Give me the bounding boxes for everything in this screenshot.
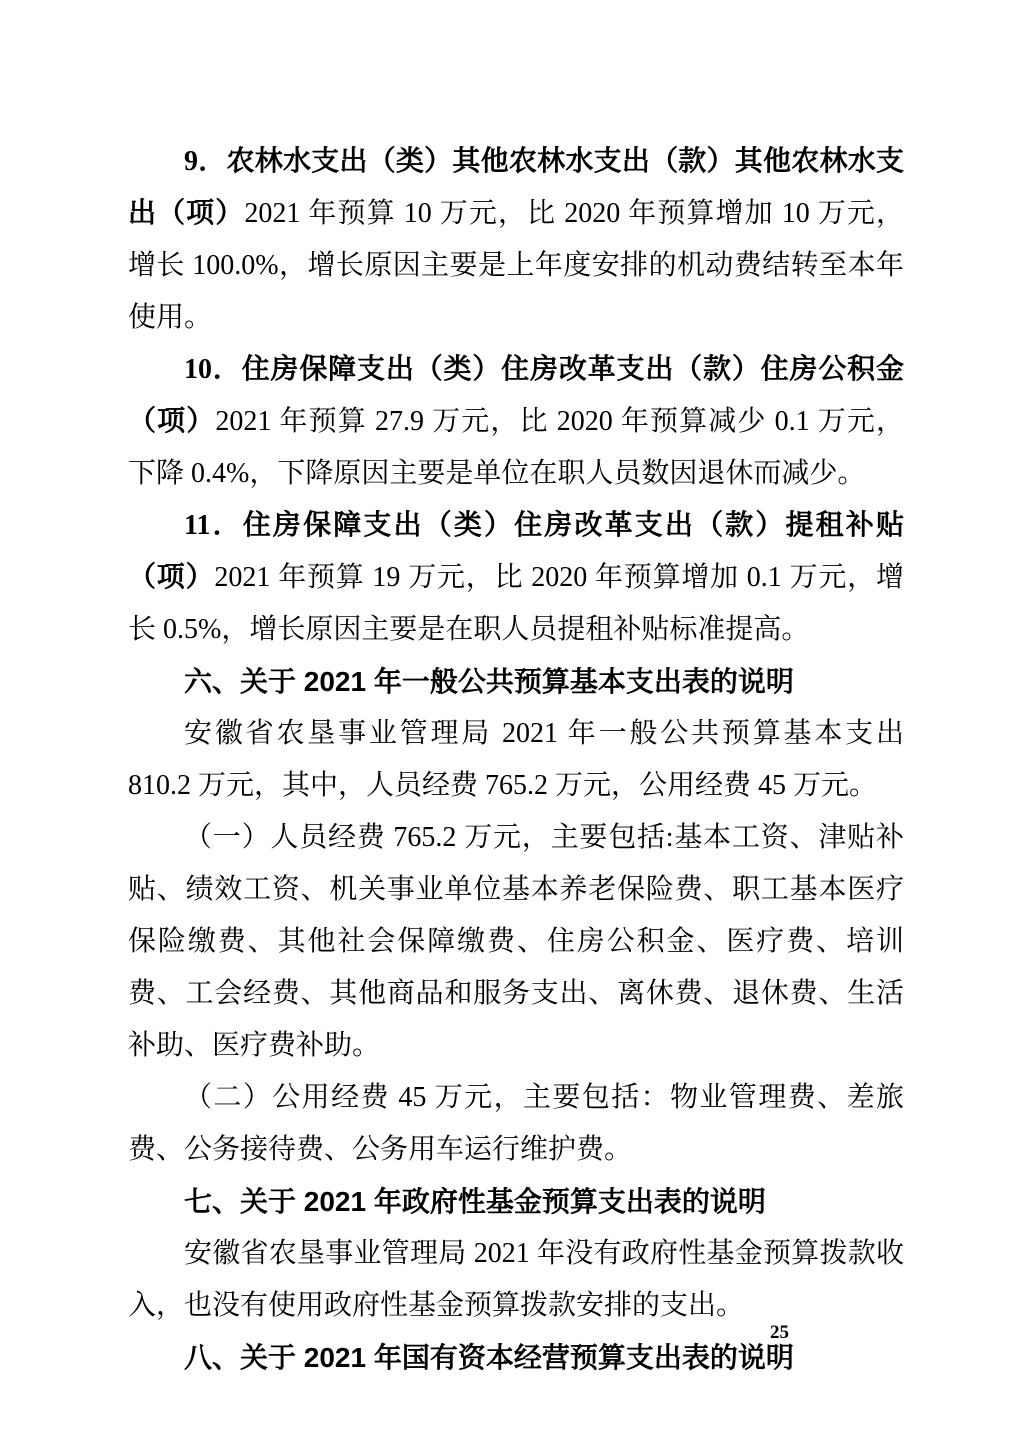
section6-public-funds-paragraph: （二）公用经费 45 万元，主要包括：物业管理费、差旅费、公务接待费、公务用车运行维护费。 [128,1082,904,1165]
section-heading-government-fund-budget: 七、关于 2021 年政府性基金预算支出表的说明 [184,1186,766,1217]
budget-item-11-title: 11．住房保障支出（类）住房改革支出（款）提租补贴（项） [128,510,904,593]
section6-summary-paragraph: 安徽省农垦事业管理局 2021 年一般公共预算基本支出 810.2 万元，其中，人员经费 765.2 万元，公用经费 45 万元。 [128,718,904,801]
budget-item-9-body: 2021 年预算 10 万元，比 2020 年预算增加 10 万元，增长 100.0%，增长原因主要是上年度安排的机动费结转至本年使用。 [128,198,904,333]
section-heading-basic-expenditure: 六、关于 2021 年一般公共预算基本支出表的说明 [184,666,794,697]
budget-item-9-title: 9．农林水支出（类）其他农林水支出（款）其他农林水支出（项） [128,146,904,229]
page-number: 25 [770,1322,789,1343]
document-body [128,136,904,1384]
section-heading-state-capital-budget: 八、关于 2021 年国有资本经营预算支出表的说明 [184,1342,794,1373]
budget-item-11 [128,500,904,656]
budget-item-10-title: 10．住房保障支出（类）住房改革支出（款）住房公积金（项） [128,354,904,437]
budget-item-10 [128,344,904,500]
budget-item-11-body: 2021 年预算 19 万元，比 2020 年预算增加 0.1 万元，增长 0.5%，增长原因主要是在职人员提租补贴标准提高。 [128,562,904,645]
section6-personnel-funds-paragraph: （一）人员经费 765.2 万元，主要包括:基本工资、津贴补贴、绩效工资、机关事业单位基本养老保险费、职工基本医疗保险缴费、其他社会保障缴费、住房公积金、医疗费、培训费、工会经费、其他商品和服务支出、离休费、退休费、生活补助、医疗费补助。 [128,822,904,1061]
budget-item-9 [128,136,904,344]
section7-paragraph: 安徽省农垦事业管理局 2021 年没有政府性基金预算拨款收入，也没有使用政府性基金预算拨款安排的支出。 [128,1238,904,1321]
budget-item-10-body: 2021 年预算 27.9 万元，比 2020 年预算减少 0.1 万元，下降 0.4%，下降原因主要是单位在职人员数因退休而减少。 [128,406,904,489]
